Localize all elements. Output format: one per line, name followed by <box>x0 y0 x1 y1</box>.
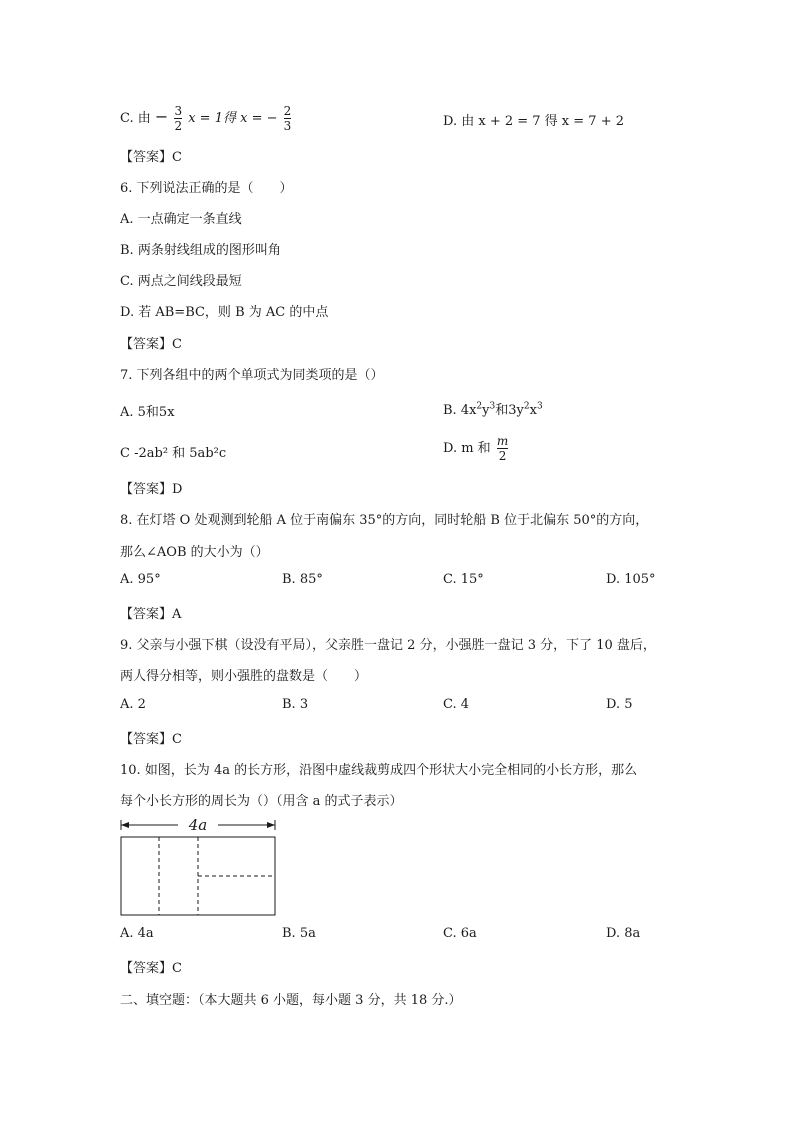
q6-option-d: D. 若 AB=BC，则 B 为 AC 的中点 <box>120 305 329 320</box>
section-2-heading: 二、填空题：（本大题共 6 小题，每小题 3 分，共 18 分.） <box>120 993 462 1008</box>
q7-d-num: m <box>496 434 509 448</box>
q5-c-frac2-den: 3 <box>283 119 292 133</box>
q8-option-c: C. 15° <box>443 572 484 587</box>
q8-option-a: A. 95° <box>120 572 161 587</box>
q7-b-pre: B. 4x <box>443 403 477 418</box>
q7-d-den: 2 <box>498 449 507 463</box>
q6-option-c: C. 两点之间线段最短 <box>120 274 242 289</box>
q5-c-mid: x = 1得 x = − <box>188 111 278 126</box>
q5-answer: 【答案】C <box>120 150 182 165</box>
q5-c-fraction-2 <box>284 104 292 133</box>
q7-option-d <box>443 434 510 463</box>
q10-answer: 【答案】C <box>120 961 182 976</box>
q10-option-d: D. 8a <box>606 926 641 941</box>
q9-answer: 【答案】C <box>120 732 182 747</box>
q7-d-pre: D. m 和 <box>443 441 491 456</box>
q10-option-c: C. 6a <box>443 926 477 941</box>
q7-b-y: y <box>482 403 490 418</box>
q9-option-b: B. 3 <box>282 697 309 712</box>
q7-b-x: x <box>529 403 537 418</box>
q5-option-d: D. 由 x + 2 = 7 得 x = 7 + 2 <box>443 114 624 129</box>
q10-figure-label: 4a <box>188 816 208 834</box>
q5-c-frac2-num: 2 <box>283 104 292 118</box>
q7-b-and: 和3y <box>495 403 524 418</box>
q9-stem-line2: 两人得分相等，则小强胜的盘数是（ ） <box>120 669 368 684</box>
q6-option-a: A. 一点确定一条直线 <box>120 212 242 227</box>
q8-stem-line1: 8. 在灯塔 O 处观测到轮船 A 位于南偏东 35°的方向，同时轮船 B 位于北偏东 50°的方向， <box>120 513 649 528</box>
q9-option-d: D. 5 <box>606 697 633 712</box>
q6-stem: 6. 下列说法正确的是（ ） <box>120 181 293 196</box>
q10-rectangle-figure <box>118 812 283 924</box>
q8-answer: 【答案】A <box>120 607 182 622</box>
q8-option-b: B. 85° <box>282 572 323 587</box>
q10-stem-line2: 每个小长方形的周长为（）（用含 a 的式子表示） <box>120 794 403 809</box>
q6-option-b: B. 两条射线组成的图形叫角 <box>120 243 281 258</box>
q8-stem-line2: 那么∠AOB 的大小为（） <box>120 545 269 560</box>
q8-option-d: D. 105° <box>606 572 656 587</box>
q5-c-frac1-num: 3 <box>174 104 183 118</box>
q5-option-c: C. 由 − $\frac{3}{2}$ x = 1得 x = − $\frac{2}{3}$ <box>120 104 292 133</box>
q10-stem-line1: 10. 如图，长为 4a 的长方形，沿图中虚线裁剪成四个形状大小完全相同的小长方形，那么 <box>120 763 638 778</box>
q7-answer: 【答案】D <box>120 482 183 497</box>
q6-answer: 【答案】C <box>120 337 182 352</box>
q7-stem: 7. 下列各组中的两个单项式为同类项的是（） <box>120 368 384 383</box>
q7-option-b: B. $4x^2y^3$和$3y^2x^3$ <box>443 401 543 418</box>
q5-c-fraction-1 <box>174 104 182 133</box>
q9-option-c: C. 4 <box>443 697 470 712</box>
q9-stem-line1: 9. 父亲与小强下棋（设没有平局），父亲胜一盘记 2 分，小强胜一盘记 3 分，下了 10 盘后， <box>120 638 656 653</box>
q5-c-frac1-den: 2 <box>174 119 183 133</box>
q9-option-a: A. 2 <box>120 697 146 712</box>
q7-d-fraction <box>497 434 508 463</box>
q7-option-a: A. 5和5x <box>120 405 175 420</box>
q10-option-b: B. 5a <box>282 926 316 941</box>
q5-c-label: C. 由 <box>120 111 151 126</box>
q10-option-a: A. 4a <box>120 926 154 941</box>
q7-option-c: C -2ab² 和 5ab²c <box>120 446 227 461</box>
